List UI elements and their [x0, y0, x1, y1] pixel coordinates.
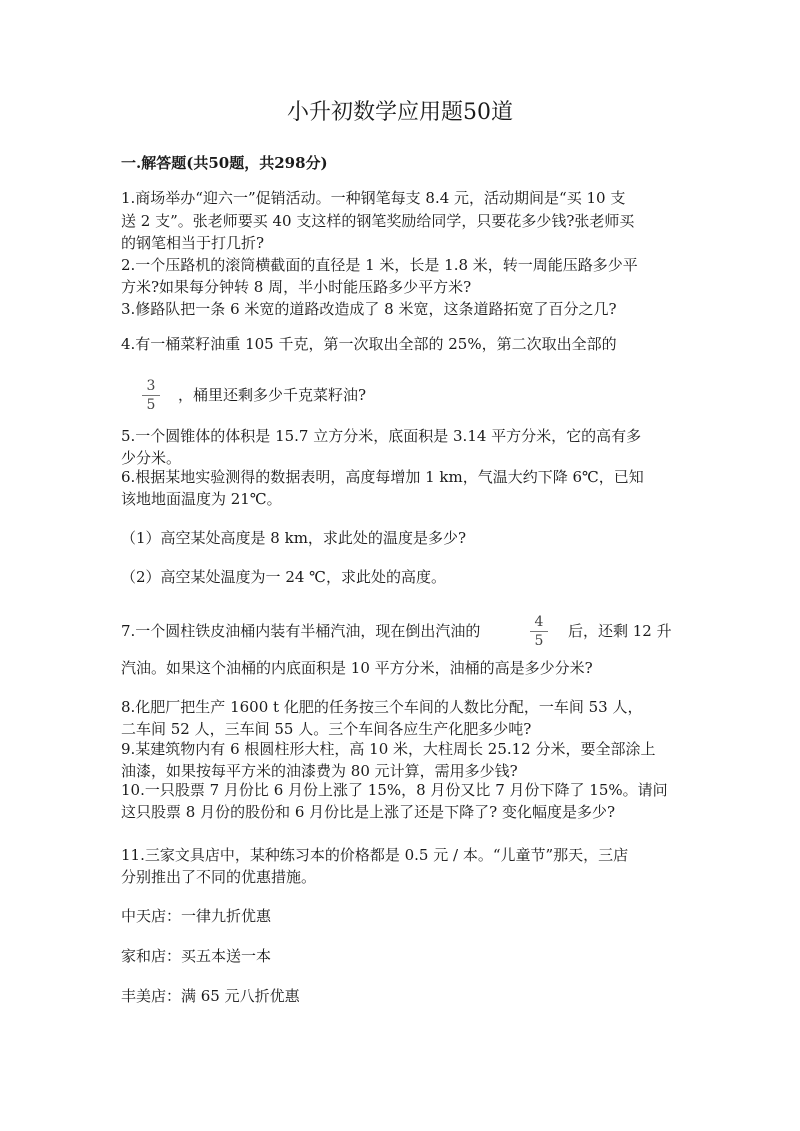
fraction-denominator: 5 [534, 633, 544, 649]
question-5-line-2: 少分米。 [121, 449, 182, 467]
question-11-line-2: 分别推出了不同的优惠措施。 [121, 868, 317, 886]
question-1-line-3: 的钢笔相当于打几折? [121, 234, 265, 252]
fraction-numerator: 4 [530, 614, 548, 632]
question-10-line-1: 10.一只股票 7 月份比 6 月份上涨了 15%，8 月份又比 7 月份下降了 15%。请问 [121, 781, 668, 799]
store-offer-1: 中天店：一律九折优惠 [121, 907, 272, 925]
question-4-line-1: 4.有一桶菜籽油重 105 千克，第一次取出全部的 25%，第二次取出全部的 [121, 335, 617, 353]
question-7-fraction [530, 614, 548, 649]
question-11-line-1: 11.三家文具店中，某种练习本的价格都是 0.5 元 / 本。“儿童节”那天，三店 [121, 846, 629, 864]
question-1-line-2: 送 2 支”。张老师要买 40 支这样的钢笔奖励给同学，只要花多少钱?张老师买 [121, 212, 635, 230]
page-title: 小升初数学应用题50道 [287, 100, 513, 125]
question-5-line-1: 5.一个圆锥体的体积是 15.7 立方分米，底面积是 3.14 平方分米，它的高有多 [121, 427, 642, 445]
question-2-line-2: 方米?如果每分钟转 8 周，半小时能压路多少平方米? [121, 278, 472, 296]
section-heading: 一.解答题(共50题，共298分) [121, 154, 328, 172]
question-10-line-2: 这只股票 8 月份的股份和 6 月份比是上涨了还是下降了? 变化幅度是多少? [121, 803, 616, 821]
store-offer-2: 家和店：买五本送一本 [121, 947, 272, 965]
question-8-line-1: 8.化肥厂把生产 1600 t 化肥的任务按三个车间的人数比分配，一车间 53 人， [121, 698, 643, 716]
store-offer-3: 丰美店：满 65 元八折优惠 [121, 987, 300, 1005]
question-9-line-2: 油漆，如果按每平方米的油漆费为 80 元计算，需用多少钱? [121, 762, 518, 780]
question-4-fraction [142, 378, 160, 413]
question-6-sub-1: （1）高空某处高度是 8 km，求此处的温度是多少? [121, 529, 466, 547]
question-9-line-1: 9.某建筑物内有 6 根圆柱形大柱，高 10 米，大柱周长 25.12 分米，要全部涂上 [121, 740, 656, 758]
question-1-line-1: 1.商场举办“迎六一”促销活动。一种钢笔每支 8.4 元，活动期间是“买 10 支 [121, 189, 626, 207]
question-4-line-2: ，桶里还剩多少千克菜籽油? [178, 386, 367, 404]
question-8-line-2: 二车间 52 人，三车间 55 人。三个车间各应生产化肥多少吨? [121, 720, 532, 738]
question-2-line-1: 2.一个压路机的滚筒横截面的直径是 1 米，长是 1.8 米，转一周能压路多少平 [121, 256, 638, 274]
question-7-line-1a: 7.一个圆柱铁皮油桶内装有半桶汽油，现在倒出汽油的 [121, 622, 481, 640]
question-6-sub-2: （2）高空某处温度为一 24 ℃，求此处的高度。 [121, 568, 446, 586]
question-6-line-1: 6.根据某地实验测得的数据表明，高度每增加 1 km，气温大约下降 6℃，已知 [121, 468, 644, 486]
question-7-line-2: 汽油。如果这个油桶的内底面积是 10 平方分米，油桶的高是多少分米? [121, 659, 593, 677]
question-7-line-1b: 后，还剩 12 升 [568, 622, 672, 640]
question-6-line-2: 该地地面温度为 21℃。 [121, 490, 282, 508]
question-3: 3.修路队把一条 6 米宽的道路改造成了 8 米宽，这条道路拓宽了百分之几? [121, 300, 617, 318]
fraction-numerator: 3 [142, 378, 160, 396]
fraction-denominator: 5 [146, 397, 156, 413]
